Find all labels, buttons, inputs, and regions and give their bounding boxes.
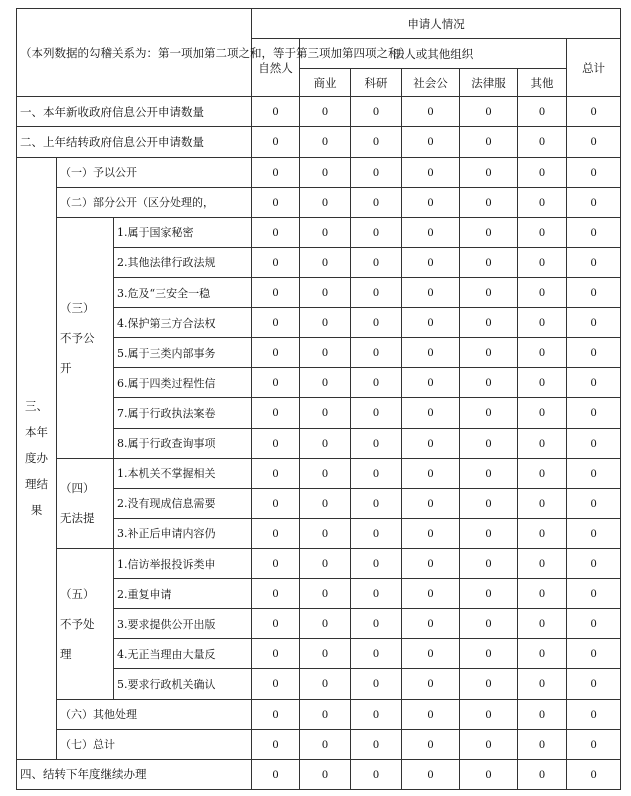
item-label: 6.属于四类过程性信 [114,368,252,398]
value-cell: 0 [460,729,518,759]
value-cell: 0 [460,609,518,639]
value-cell: 0 [460,518,518,548]
table-row [17,157,621,187]
value-cell: 0 [402,97,460,127]
value-cell: 0 [567,759,621,789]
value-cell: 0 [351,458,402,488]
value-cell: 0 [252,759,300,789]
value-cell: 0 [300,458,351,488]
value-cell: 0 [518,157,567,187]
value-cell: 0 [252,669,300,699]
value-cell: 0 [567,428,621,458]
group4-label [57,458,114,548]
group4-label-line: 无法提 [60,511,95,526]
value-cell: 0 [300,699,351,729]
value-cell: 0 [567,398,621,428]
value-cell: 0 [518,458,567,488]
value-cell: 0 [567,97,621,127]
value-cell: 0 [351,759,402,789]
value-cell: 0 [252,97,300,127]
value-cell: 0 [567,639,621,669]
value-cell: 0 [252,639,300,669]
value-cell: 0 [252,699,300,729]
value-cell: 0 [351,609,402,639]
value-cell: 0 [252,308,300,338]
value-cell: 0 [351,548,402,578]
value-cell: 0 [460,97,518,127]
value-cell: 0 [351,157,402,187]
value-cell: 0 [402,277,460,307]
value-cell: 0 [300,548,351,578]
item-label: （七）总计 [57,729,252,759]
value-cell: 0 [351,338,402,368]
report-table [16,8,621,790]
value-cell: 0 [460,548,518,578]
value-cell: 0 [252,729,300,759]
item-label: （一）予以公开 [57,157,252,187]
value-cell: 0 [300,488,351,518]
table-row [17,187,621,217]
group5-label [57,548,114,699]
row-label-carried-over: 二、上年结转政府信息公开申请数量 [17,127,252,157]
value-cell: 0 [460,398,518,428]
value-cell: 0 [402,639,460,669]
value-cell: 0 [300,157,351,187]
value-cell: 0 [567,518,621,548]
group4-label-line: （四） [60,481,95,496]
header-org-type: 法律服 [460,69,518,97]
value-cell: 0 [567,579,621,609]
section3-label-line: 三、 [25,399,48,414]
value-cell: 0 [252,368,300,398]
value-cell: 0 [567,669,621,699]
value-cell: 0 [518,488,567,518]
value-cell: 0 [567,609,621,639]
value-cell: 0 [460,639,518,669]
value-cell: 0 [460,458,518,488]
value-cell: 0 [300,247,351,277]
value-cell: 0 [460,338,518,368]
group5-label-line: 不予处 [60,616,95,631]
item-label: 4.无正当理由大量反 [114,639,252,669]
section3-label-line: 度办 [25,451,48,466]
value-cell: 0 [252,127,300,157]
table-row [17,97,621,127]
value-cell: 0 [518,217,567,247]
value-cell: 0 [518,368,567,398]
item-label: 1.信访举报投诉类申 [114,548,252,578]
value-cell: 0 [402,187,460,217]
value-cell: 0 [567,458,621,488]
value-cell: 0 [460,157,518,187]
value-cell: 0 [300,639,351,669]
value-cell: 0 [300,579,351,609]
value-cell: 0 [518,609,567,639]
value-cell: 0 [252,428,300,458]
value-cell: 0 [351,729,402,759]
value-cell: 0 [402,669,460,699]
table-row [17,759,621,789]
value-cell: 0 [460,669,518,699]
value-cell: 0 [567,217,621,247]
value-cell: 0 [402,368,460,398]
value-cell: 0 [567,338,621,368]
value-cell: 0 [567,368,621,398]
value-cell: 0 [351,669,402,699]
value-cell: 0 [300,97,351,127]
value-cell: 0 [252,187,300,217]
section3-label [17,157,57,759]
header-org-type: 科研 [351,69,402,97]
value-cell: 0 [402,579,460,609]
item-label: （六）其他处理 [57,699,252,729]
table-row [17,217,621,247]
value-cell: 0 [300,187,351,217]
item-label: 5.要求行政机关确认 [114,669,252,699]
table-row [17,699,621,729]
value-cell: 0 [402,458,460,488]
item-label: 1.本机关不掌握相关 [114,458,252,488]
group5-label-line: （五） [60,586,95,601]
value-cell: 0 [351,579,402,609]
value-cell: 0 [300,277,351,307]
value-cell: 0 [567,548,621,578]
value-cell: 0 [300,428,351,458]
item-label: 4.保护第三方合法权 [114,308,252,338]
section3-label-line: 本年 [25,425,48,440]
value-cell: 0 [518,669,567,699]
value-cell: 0 [567,277,621,307]
value-cell: 0 [252,488,300,518]
value-cell: 0 [402,308,460,338]
value-cell: 0 [518,729,567,759]
header-org-type: 社会公 [402,69,460,97]
value-cell: 0 [252,548,300,578]
value-cell: 0 [460,308,518,338]
item-label: 2.重复申请 [114,579,252,609]
value-cell: 0 [567,488,621,518]
value-cell: 0 [402,157,460,187]
value-cell: 0 [402,398,460,428]
value-cell: 0 [567,308,621,338]
value-cell: 0 [518,428,567,458]
value-cell: 0 [402,488,460,518]
value-cell: 0 [460,368,518,398]
value-cell: 0 [518,308,567,338]
item-label: 3.要求提供公开出版 [114,609,252,639]
value-cell: 0 [351,699,402,729]
value-cell: 0 [252,579,300,609]
value-cell: 0 [567,247,621,277]
value-cell: 0 [351,277,402,307]
value-cell: 0 [567,157,621,187]
value-cell: 0 [460,759,518,789]
group3-label-line: 不予公 [60,330,95,345]
value-cell: 0 [402,338,460,368]
value-cell: 0 [252,518,300,548]
item-label: 3.补正后申请内容仍 [114,518,252,548]
value-cell: 0 [460,428,518,458]
value-cell: 0 [300,398,351,428]
value-cell: 0 [518,639,567,669]
value-cell: 0 [252,458,300,488]
item-label: 1.属于国家秘密 [114,217,252,247]
value-cell: 0 [518,97,567,127]
value-cell: 0 [518,338,567,368]
header-org-type: 其他 [518,69,567,97]
value-cell: 0 [252,398,300,428]
table-row [17,458,621,488]
value-cell: 0 [300,127,351,157]
section3-label-line: 理结 [25,477,48,492]
value-cell: 0 [252,217,300,247]
value-cell: 0 [460,277,518,307]
item-label: 2.其他法律行政法规 [114,247,252,277]
value-cell: 0 [460,217,518,247]
value-cell: 0 [351,217,402,247]
value-cell: 0 [300,759,351,789]
value-cell: 0 [518,247,567,277]
item-label: （二）部分公开（区分处理的， [57,187,252,217]
value-cell: 0 [300,368,351,398]
value-cell: 0 [252,157,300,187]
value-cell: 0 [518,127,567,157]
item-label: 7.属于行政执法案卷 [114,398,252,428]
value-cell: 0 [402,759,460,789]
report-body [17,9,621,790]
value-cell: 0 [402,609,460,639]
header-natural-person: 自然人 [252,39,300,97]
group3-label-line: 开 [60,360,72,375]
group3-label [57,217,114,458]
row-label-carry-next-year: 四、结转下年度继续办理 [17,759,252,789]
value-cell: 0 [460,187,518,217]
value-cell: 0 [567,729,621,759]
table-row [17,729,621,759]
group3-label-line: （三） [60,300,95,315]
value-cell: 0 [567,699,621,729]
value-cell: 0 [351,308,402,338]
value-cell: 0 [252,609,300,639]
value-cell: 0 [402,247,460,277]
value-cell: 0 [351,97,402,127]
value-cell: 0 [402,217,460,247]
value-cell: 0 [518,187,567,217]
value-cell: 0 [518,579,567,609]
value-cell: 0 [518,518,567,548]
value-cell: 0 [402,428,460,458]
value-cell: 0 [252,277,300,307]
value-cell: 0 [402,548,460,578]
value-cell: 0 [567,127,621,157]
value-cell: 0 [351,368,402,398]
value-cell: 0 [252,247,300,277]
row-label-new-requests: 一、本年新收政府信息公开申请数量 [17,97,252,127]
value-cell: 0 [351,187,402,217]
value-cell: 0 [518,277,567,307]
value-cell: 0 [402,127,460,157]
header-note: （本列数据的勾稽关系为：第一项加第二项之和，等于第三项加第四项之和） [17,9,252,97]
value-cell: 0 [460,488,518,518]
value-cell: 0 [300,729,351,759]
header-org-type: 商业 [300,69,351,97]
value-cell: 0 [402,699,460,729]
item-label: 8.属于行政查询事项 [114,428,252,458]
value-cell: 0 [300,217,351,247]
header-total: 总计 [567,39,621,97]
value-cell: 0 [518,548,567,578]
value-cell: 0 [252,338,300,368]
value-cell: 0 [518,759,567,789]
header-applicant-info: 申请人情况 [252,9,621,39]
item-label: 5.属于三类内部事务 [114,338,252,368]
value-cell: 0 [402,729,460,759]
value-cell: 0 [351,518,402,548]
value-cell: 0 [518,699,567,729]
value-cell: 0 [460,579,518,609]
value-cell: 0 [460,699,518,729]
value-cell: 0 [460,247,518,277]
table-row [17,127,621,157]
value-cell: 0 [300,609,351,639]
value-cell: 0 [300,338,351,368]
group5-label-line: 理 [60,646,72,661]
item-label: 3.危及“三安全一稳 [114,277,252,307]
value-cell: 0 [518,398,567,428]
section3-label-line: 果 [30,503,43,518]
value-cell: 0 [460,127,518,157]
value-cell: 0 [300,669,351,699]
header-legal-org: 法人或其他组织 [300,39,567,69]
value-cell: 0 [351,127,402,157]
value-cell: 0 [351,398,402,428]
item-label: 2.没有现成信息需要 [114,488,252,518]
value-cell: 0 [567,187,621,217]
value-cell: 0 [300,308,351,338]
table-row [17,548,621,578]
value-cell: 0 [300,518,351,548]
value-cell: 0 [351,639,402,669]
value-cell: 0 [402,518,460,548]
value-cell: 0 [351,247,402,277]
value-cell: 0 [351,488,402,518]
value-cell: 0 [351,428,402,458]
